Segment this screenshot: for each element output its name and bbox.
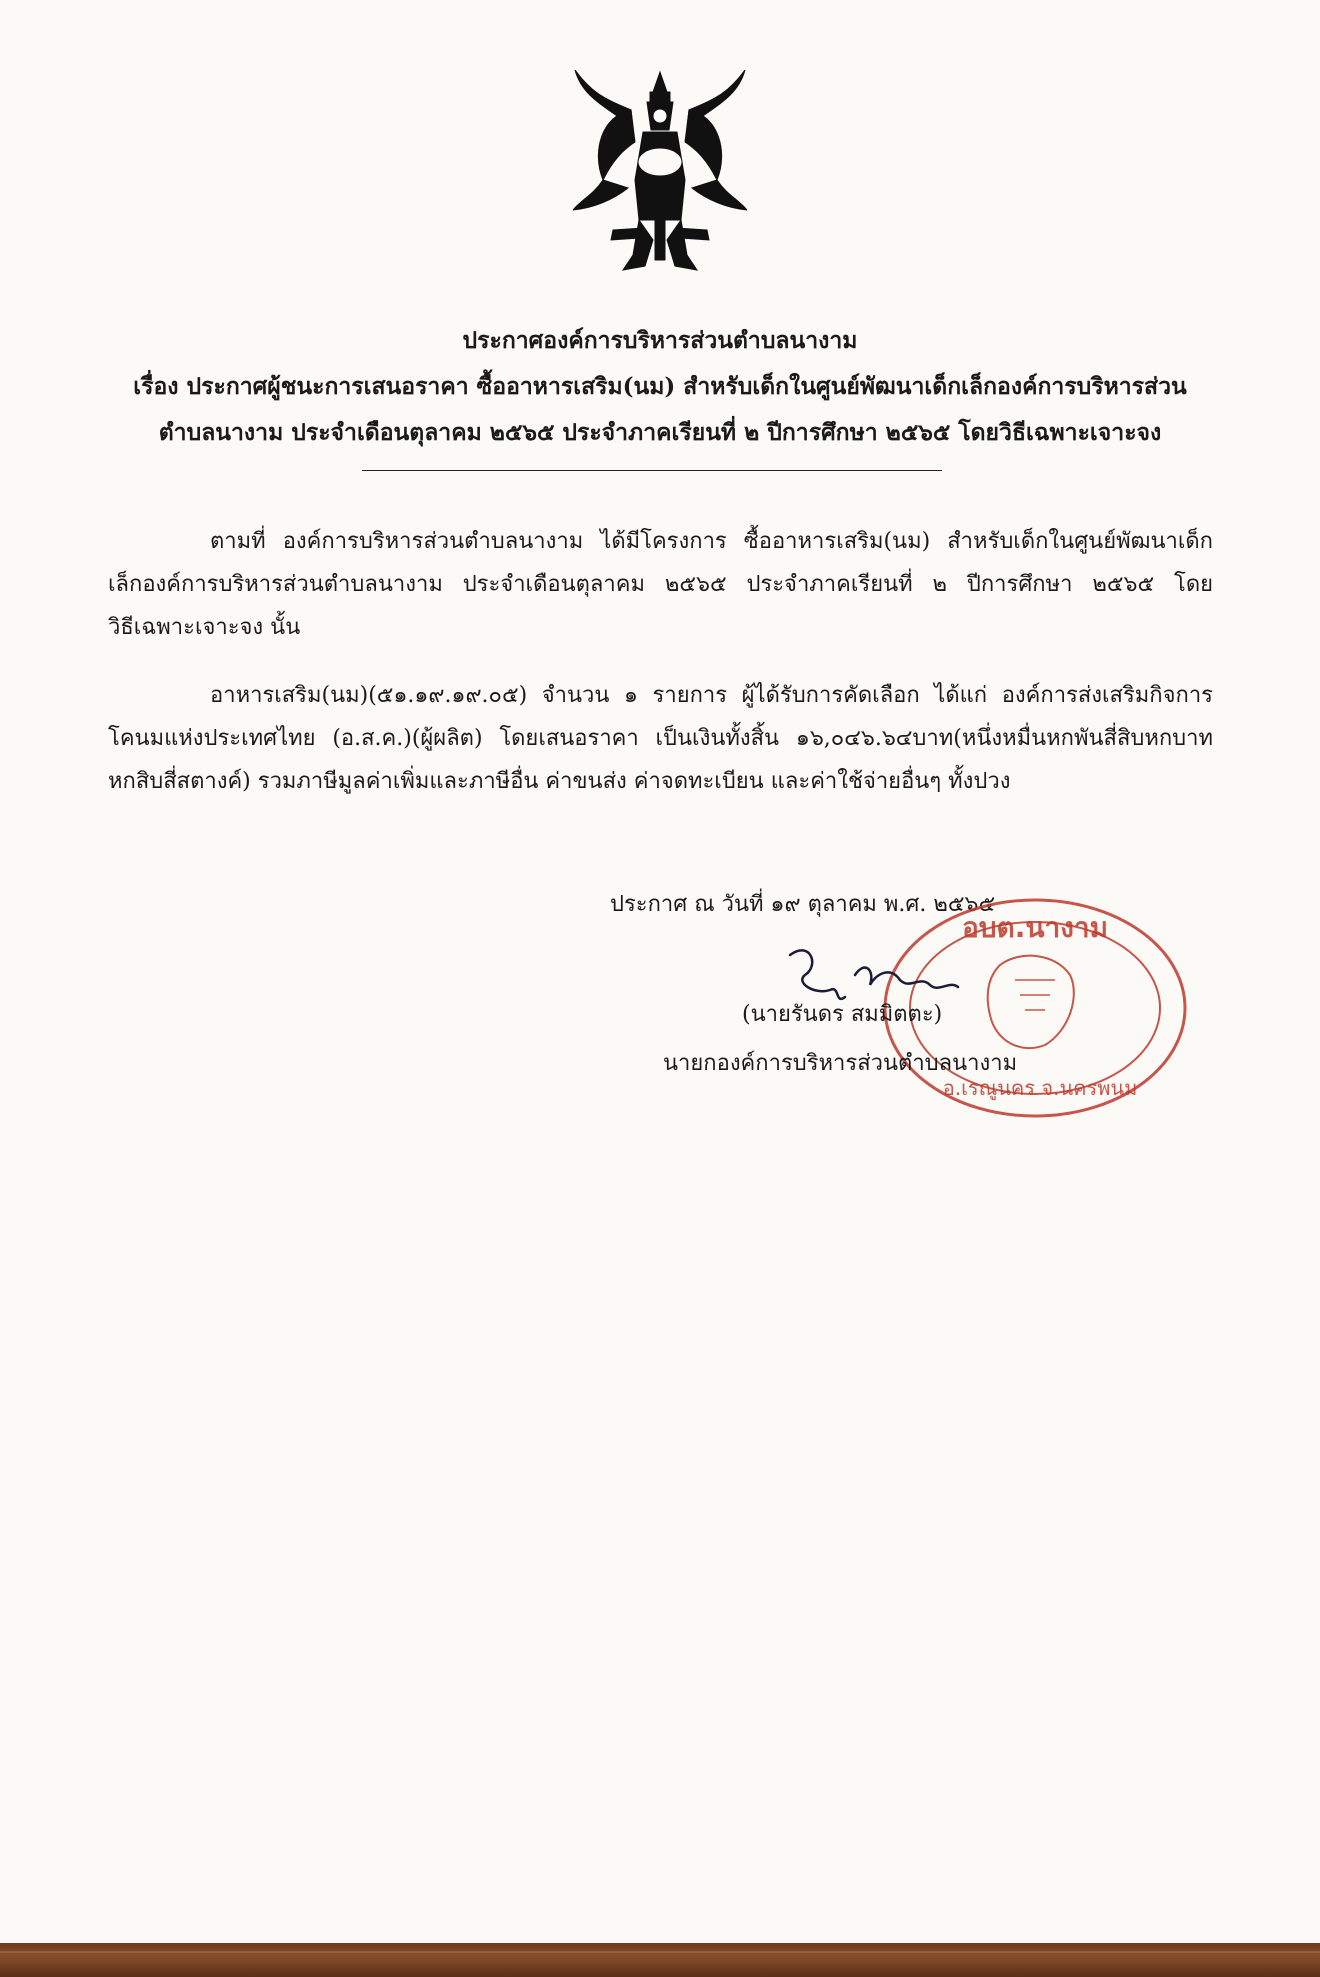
paragraph-1-line-1: ตามที่ องค์การบริหารส่วนตำบลนางาม ได้มีโครงการ ซื้ออาหารเสริม(นม) สำหรับเด็กในศูนย์พัฒนาเด็ก (210, 529, 1213, 554)
paragraph-2-line-1: อาหารเสริม(นม)(๕๑.๑๙.๑๙.๐๕) จำนวน ๑ รายการ ผู้ได้รับการคัดเลือก ได้แก่ องค์การส่งเสริมกิจการ (210, 683, 1213, 708)
paragraph-1-line-3: วิธีเฉพาะเจาะจง นั้น (108, 615, 301, 640)
paragraph-2-line-3: หกสิบสี่สตางค์) รวมภาษีมูลค่าเพิ่มและภาษีอื่น ค่าขนส่ง ค่าจดทะเบียน และค่าใช้จ่ายอื่นๆ ทั้งปวง (108, 769, 1011, 794)
stamp-top-text: อบต.นางาม (961, 911, 1109, 944)
announcement-title: ประกาศองค์การบริหารส่วนตำบลนางาม (462, 327, 858, 354)
announcement-date: ประกาศ ณ วันที่ ๑๙ ตุลาคม พ.ศ. ๒๕๖๕ (610, 892, 996, 917)
stamp-bottom-text: อ.เรณูนคร จ.นครพนม (942, 1076, 1138, 1100)
heading-block (60, 318, 1260, 456)
subject-line-1: เรื่อง ประกาศผู้ชนะการเสนอราคา ซื้ออาหารเสริม(นม) สำหรับเด็กในศูนย์พัฒนาเด็กเล็กองค์การบริหารส่วน (133, 373, 1187, 400)
wooden-table-edge (0, 1943, 1320, 1977)
paragraph-2-line-2: โคนมแห่งประเทศไทย (อ.ส.ค.)(ผู้ผลิต) โดยเสนอราคา เป็นเงินทั้งสิ้น ๑๖,๐๔๖.๖๔บาท(หนึ่งหมื่นหกพันสี่สิบหกบาท (108, 726, 1213, 751)
heading-divider (362, 470, 942, 471)
signatory-name: (นายรันดร สมมิตตะ) (742, 1002, 943, 1027)
garuda-emblem-icon (573, 70, 747, 276)
paragraph-1-line-2: เล็กองค์การบริหารส่วนตำบลนางาม ประจำเดือนตุลาคม ๒๕๖๕ ประจำภาคเรียนที่ ๒ ปีการศึกษา ๒๕๖๕ โดย (108, 572, 1213, 597)
subject-line-2: ตำบลนางาม ประจำเดือนตุลาคม ๒๕๖๕ ประจำภาคเรียนที่ ๒ ปีการศึกษา ๒๕๖๕ โดยวิธีเฉพาะเจาะจง (158, 419, 1162, 446)
paragraph-2 (108, 674, 1213, 803)
paragraph-1 (108, 520, 1213, 649)
signatory-position: นายกองค์การบริหารส่วนตำบลนางาม (663, 1051, 1018, 1076)
